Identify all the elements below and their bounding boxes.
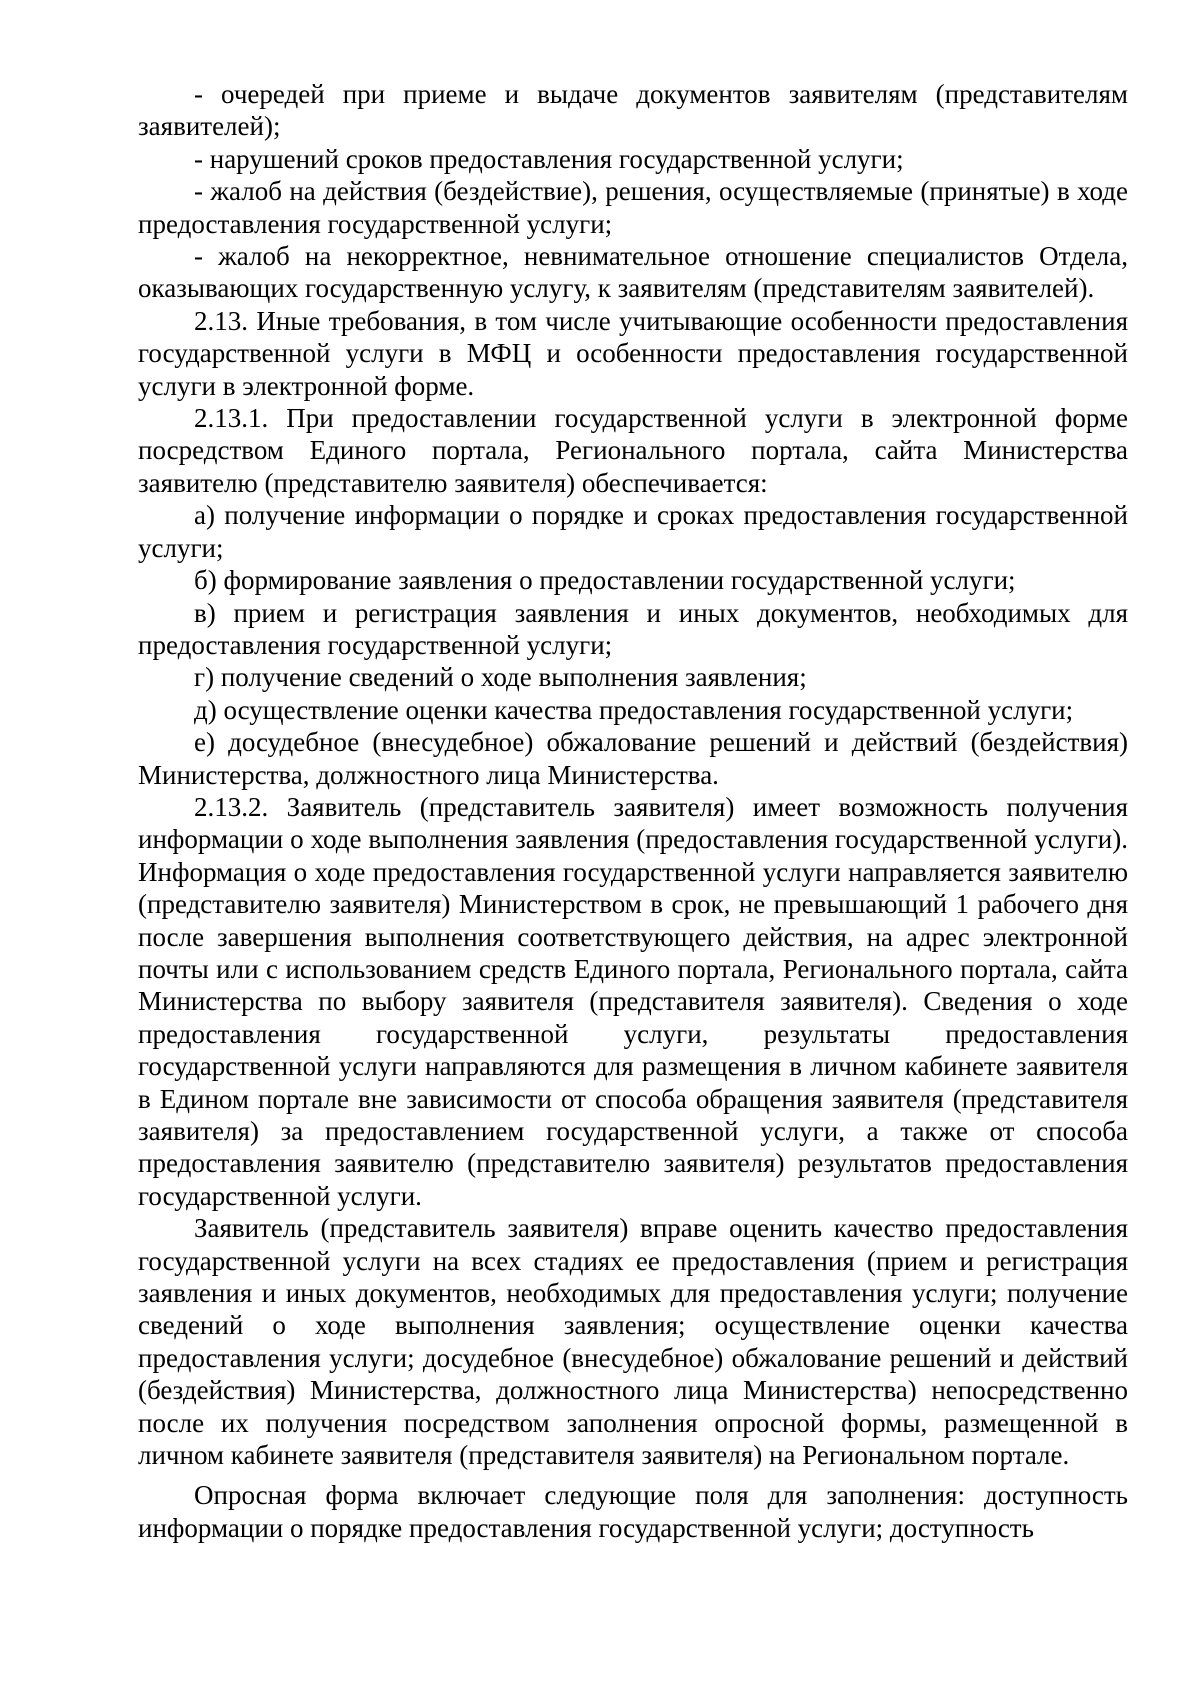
list-item-b: б) формирование заявления о предоставлении государственной услуги; xyxy=(194,565,1016,596)
paragraph-queues: - очередей при приеме и выдаче документов заявителям (представителям заявителей); xyxy=(138,79,1128,142)
paragraph-2-13-1: 2.13.1. При предоставлении государственной услуги в электронной форме посредством Единого портала, Регионального портала, сайта Министерства заявителю (представителю заявителя) обеспечивается: xyxy=(138,403,1128,498)
list-item-e: е) досудебное (внесудебное) обжалование решений и действий (бездействия) Министерства, должностного лица Министерства. xyxy=(138,727,1128,790)
paragraph-complaints-actions: - жалоб на действия (бездействие), решения, осуществляемые (принятые) в ходе предоставления государственной услуги; xyxy=(138,176,1128,239)
paragraph-2-13-2: 2.13.2. Заявитель (представитель заявителя) имеет возможность получения информации о ходе выполнения заявления (предоставления государственной услуги). Информация о ходе предоставления государственной услуги направляется заявителю (представителю заявителя) Министерством в срок, не превышающий 1 рабочего дня после завершения выполнения соответствующего действия, на адрес электронной почты или с использованием средств Единого портала, Регионального портала, сайта Министерства по выбору заявителя (представителя заявителя). Сведения о ходе предоставления государственной услуги, результаты предоставления государственной услуги направляются для размещения в личном кабинете заявителя в Едином портале вне зависимости от способа обращения заявителя (представителя заявителя) за предоставлением государственной услуги, а также от способа предоставления заявителю (представителю заявителя) результатов предоставления государственной услуги. xyxy=(138,791,1128,1211)
document-page xyxy=(138,78,1128,1544)
paragraph-complaints-staff: - жалоб на некорректное, невнимательное отношение специалистов Отдела, оказывающих государственную услугу, к заявителям (представителям заявителей). xyxy=(138,241,1128,304)
list-item-a: а) получение информации о порядке и сроках предоставления государственной услуги; xyxy=(138,500,1128,563)
paragraph-deadlines: - нарушений сроков предоставления государственной услуги; xyxy=(194,143,904,174)
list-item-d: д) осуществление оценки качества предоставления государственной услуги; xyxy=(194,694,1074,725)
list-item-v: в) прием и регистрация заявления и иных документов, необходимых для предоставления государственной услуги; xyxy=(138,597,1128,660)
paragraph-survey-form: Опросная форма включает следующие поля для заполнения: доступность информации о порядке предоставления государственной услуги; доступность xyxy=(138,1480,1128,1543)
list-item-g: г) получение сведений о ходе выполнения заявления; xyxy=(194,662,807,693)
paragraph-quality-rating: Заявитель (представитель заявителя) вправе оценить качество предоставления государственной услуги на всех стадиях ее предоставления (прием и регистрация заявления и иных документов, необходимых для предоставления услуги; получение сведений о ходе выполнения заявления; осуществление оценки качества предоставления услуги; досудебное (внесудебное) обжалование решений и действий (бездействия) Министерства, должностного лица Министерства) непосредственно после их получения посредством заполнения опросной формы, размещенной в личном кабинете заявителя (представителя заявителя) на Региональном портале. xyxy=(138,1213,1128,1471)
paragraph-2-13: 2.13. Иные требования, в том числе учитывающие особенности предоставления государственной услуги в МФЦ и особенности предоставления государственной услуги в электронной форме. xyxy=(138,305,1128,401)
